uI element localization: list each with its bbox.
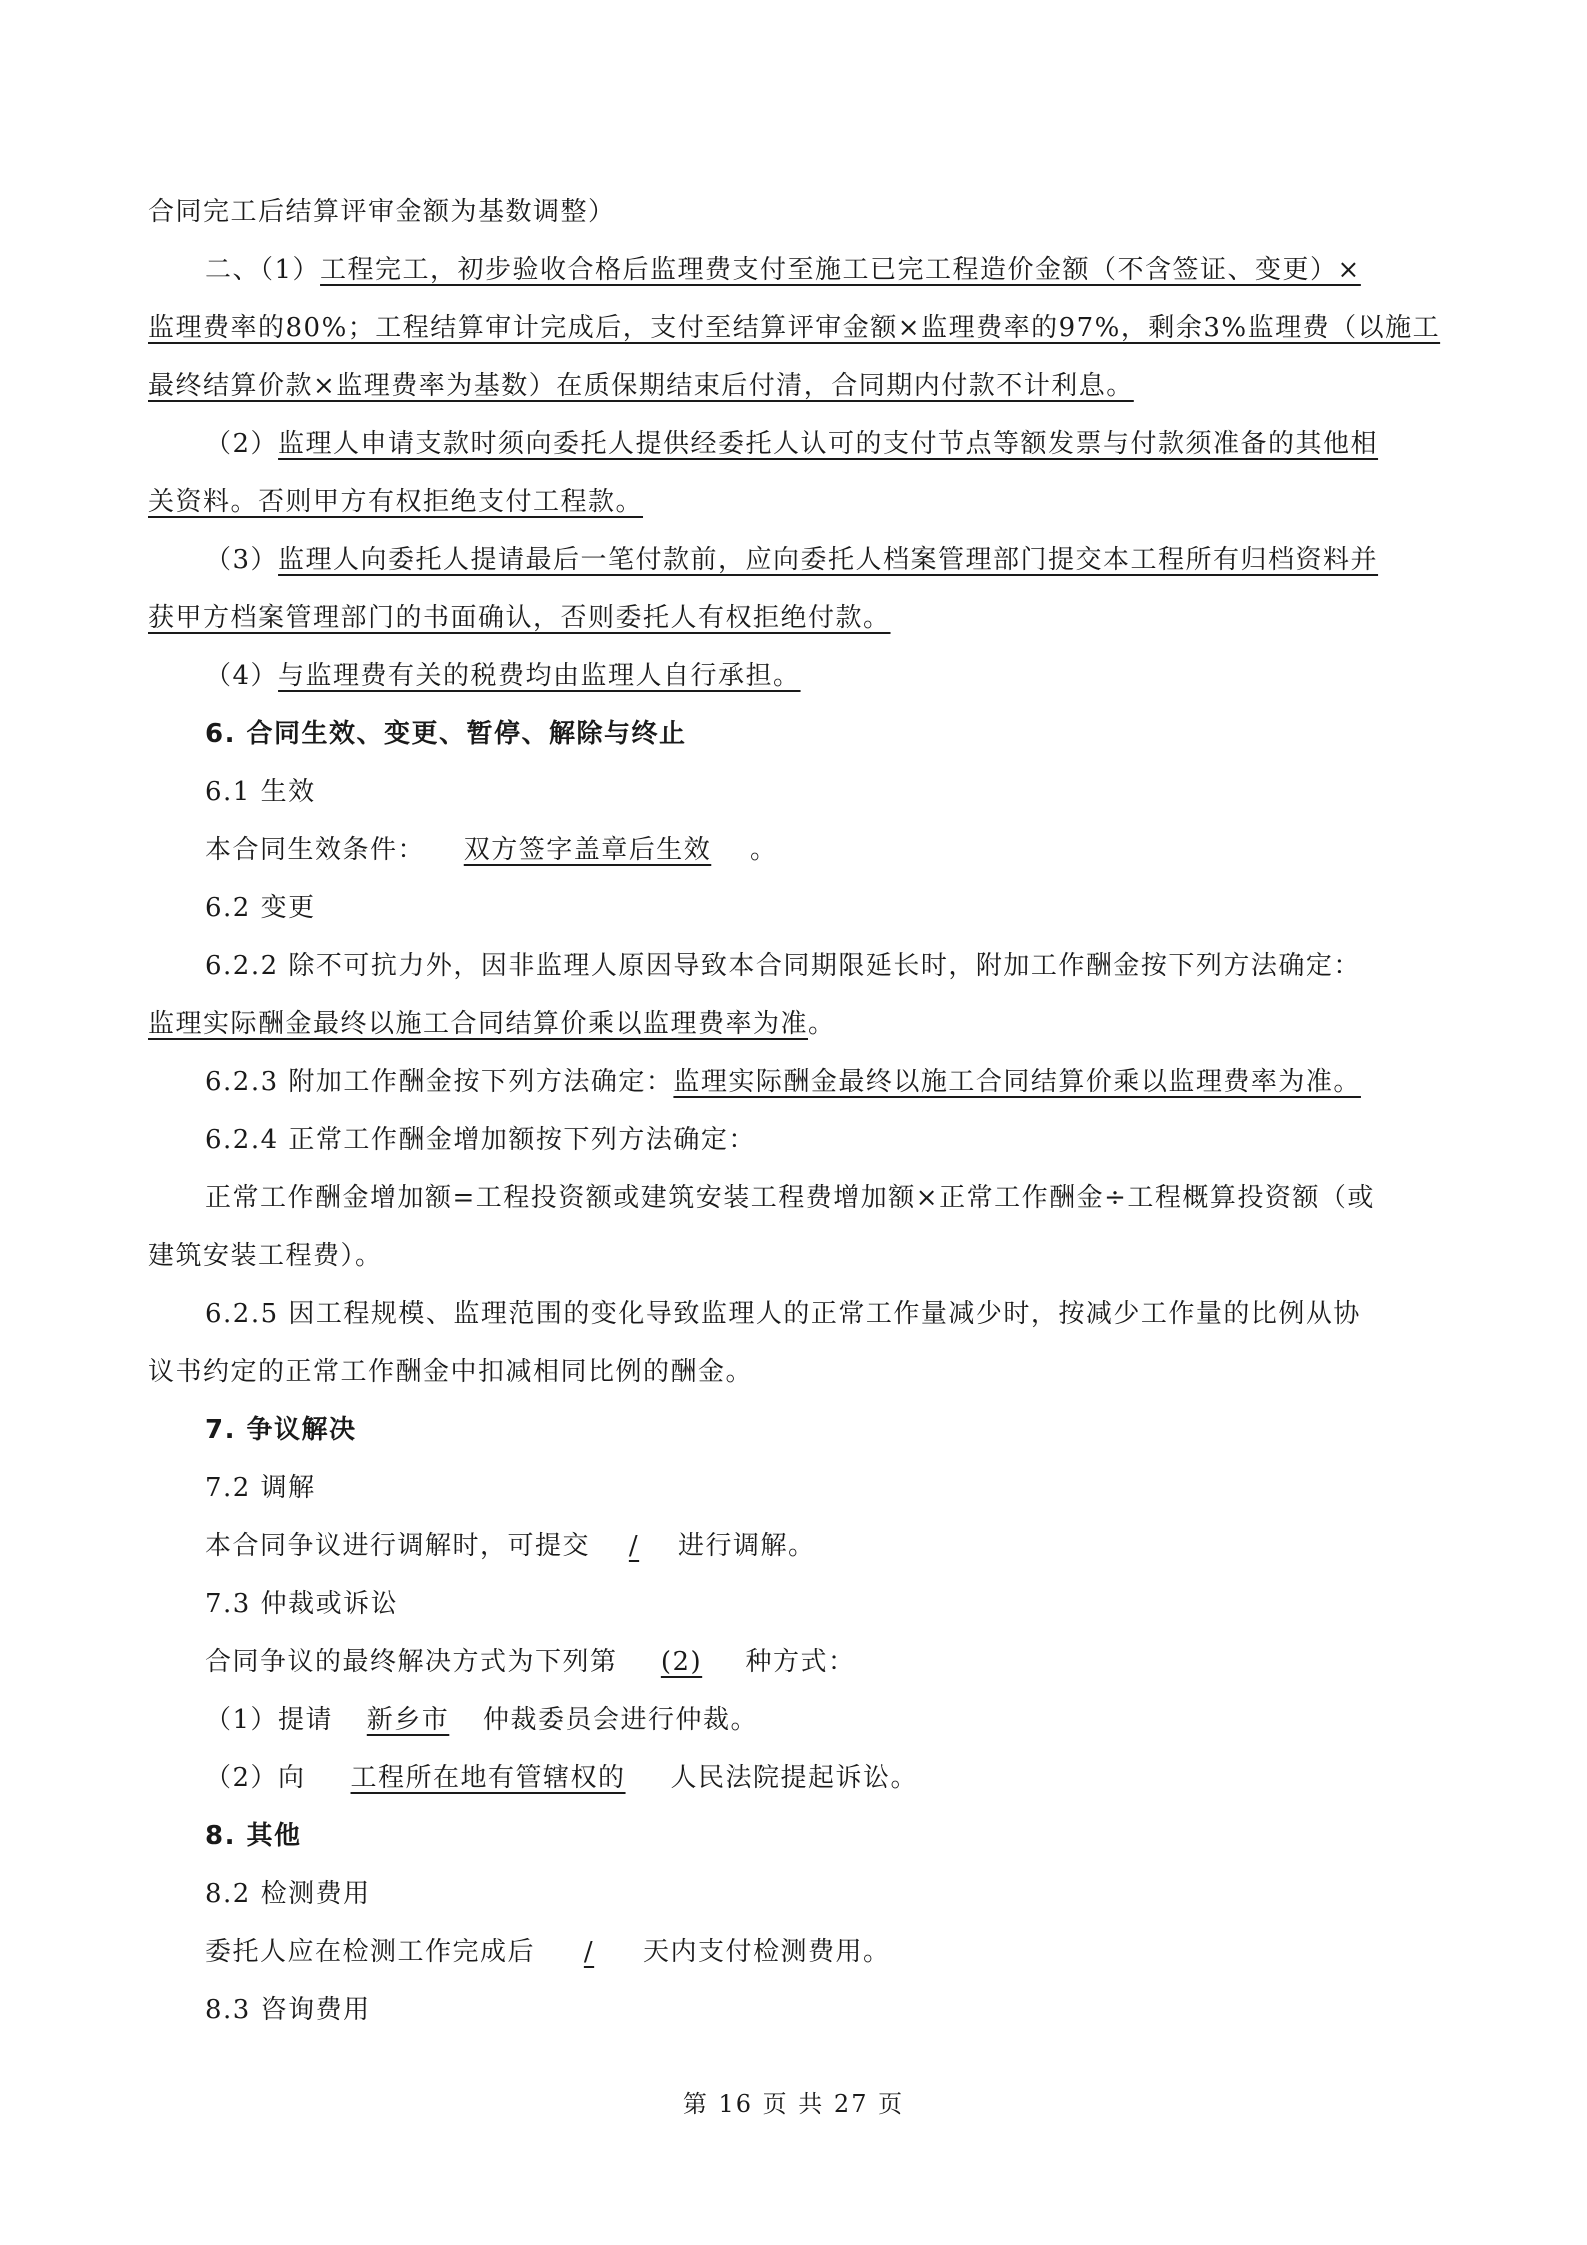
paragraph-line: 建筑安装工程费）。 <box>148 1241 383 1271</box>
paragraph-line <box>205 1642 856 1682</box>
text: 6.2.3 附加工作酬金按下列方法确定： <box>205 1067 674 1097</box>
subsection-heading: 8.2 检测费用 <box>205 1879 371 1909</box>
text: 委托人应在检测工作完成后 <box>205 1937 536 1967</box>
underlined-text: 监理人向委托人提请最后一笔付款前，应向委托人档案管理部门提交本工程所有归档资料并 <box>278 545 1379 575</box>
section-heading: 7. 争议解决 <box>205 1415 357 1445</box>
text: （1）提请 <box>205 1705 334 1735</box>
text: 种方式： <box>745 1647 856 1677</box>
subsection-heading: 6.2 变更 <box>205 893 316 923</box>
fill-in-field: 双方签字盖章后生效 <box>463 835 712 865</box>
subsection-heading: 7.3 仲裁或诉讼 <box>205 1589 399 1619</box>
fill-in-field: / <box>583 1937 595 1967</box>
text: 。 <box>750 835 778 865</box>
paragraph-line: 6.2.2 除不可抗力外，因非监理人原因导致本合同期限延长时，附加工作酬金按下列方法确定： <box>205 951 1361 981</box>
text: 。 <box>808 1009 836 1039</box>
text: 本合同争议进行调解时，可提交 <box>205 1531 591 1561</box>
text: 合同完工后结算评审金额为基数调整） <box>148 197 616 227</box>
text: 天内支付检测费用。 <box>643 1937 891 1967</box>
fill-in-field: (2) <box>660 1647 703 1677</box>
paragraph-line <box>148 192 616 232</box>
paragraph-line <box>205 656 801 696</box>
paragraph-line <box>205 1758 918 1798</box>
subsection-heading: 6.1 生效 <box>205 777 316 807</box>
paragraph-line <box>148 1004 836 1044</box>
section-heading: 8. 其他 <box>205 1821 302 1851</box>
text: 本合同生效条件： <box>205 835 426 865</box>
underlined-text: 监理人申请支款时须向委托人提供经委托人认可的支付节点等额发票与付款须准备的其他相 <box>278 429 1379 459</box>
clause-number: 二、（1） <box>205 255 321 285</box>
text: 进行调解。 <box>678 1531 816 1561</box>
paragraph-line <box>205 1700 758 1740</box>
text: 人民法院提起诉讼。 <box>670 1763 919 1793</box>
page-footer: 第 16 页 共 27 页 <box>682 2090 905 2118</box>
clause-number: （3） <box>205 545 279 575</box>
paragraph-line <box>205 1062 1361 1102</box>
clause-number: （4） <box>205 661 279 691</box>
fill-in-field: / <box>628 1531 640 1561</box>
paragraph-line: 最终结算价款×监理费率为基数）在质保期结束后付清，合同期内付款不计利息。 <box>148 371 1134 401</box>
paragraph-line: 监理费率的80%；工程结算审计完成后，支付至结算评审金额×监理费率的97%，剩余3%监理费（以施工 <box>148 313 1441 343</box>
subsection-heading: 7.2 调解 <box>205 1473 316 1503</box>
underlined-text: 监理实际酬金最终以施工合同结算价乘以监理费率为准。 <box>673 1067 1361 1097</box>
paragraph-line <box>205 424 1378 464</box>
paragraph-line: 议书约定的正常工作酬金中扣减相同比例的酬金。 <box>148 1357 754 1387</box>
paragraph-line: 6.2.4 正常工作酬金增加额按下列方法确定： <box>205 1125 756 1155</box>
paragraph-line: 正常工作酬金增加额=工程投资额或建筑安装工程费增加额×正常工作酬金÷工程概算投资额（或 <box>205 1183 1375 1213</box>
underlined-text: 与监理费有关的税费均由监理人自行承担。 <box>278 661 801 691</box>
subsection-heading: 8.3 咨询费用 <box>205 1995 371 2025</box>
fill-in-field: 工程所在地有管辖权的 <box>350 1763 626 1793</box>
paragraph-line: 获甲方档案管理部门的书面确认，否则委托人有权拒绝付款。 <box>148 603 891 633</box>
section-heading: 6. 合同生效、变更、暂停、解除与终止 <box>205 719 687 749</box>
paragraph-line <box>205 540 1378 580</box>
text: 仲裁委员会进行仲裁。 <box>483 1705 759 1735</box>
underlined-text: 监理实际酬金最终以施工合同结算价乘以监理费率为准 <box>148 1009 809 1039</box>
paragraph-line <box>205 250 1361 290</box>
paragraph-line <box>205 1526 816 1566</box>
clause-number: （2） <box>205 429 279 459</box>
paragraph-line <box>205 830 778 870</box>
underlined-text: 工程完工，初步验收合格后监理费支付至施工已完工程造价金额（不含签证、变更）× <box>320 255 1361 285</box>
text: （2）向 <box>205 1763 306 1793</box>
fill-in-field: 新乡市 <box>366 1705 450 1735</box>
paragraph-line: 关资料。否则甲方有权拒绝支付工程款。 <box>148 487 644 517</box>
paragraph-line <box>205 1932 891 1972</box>
text: 合同争议的最终解决方式为下列第 <box>205 1647 618 1677</box>
paragraph-line: 6.2.5 因工程规模、监理范围的变化导致监理人的正常工作量减少时，按减少工作量的比例从协 <box>205 1299 1361 1329</box>
